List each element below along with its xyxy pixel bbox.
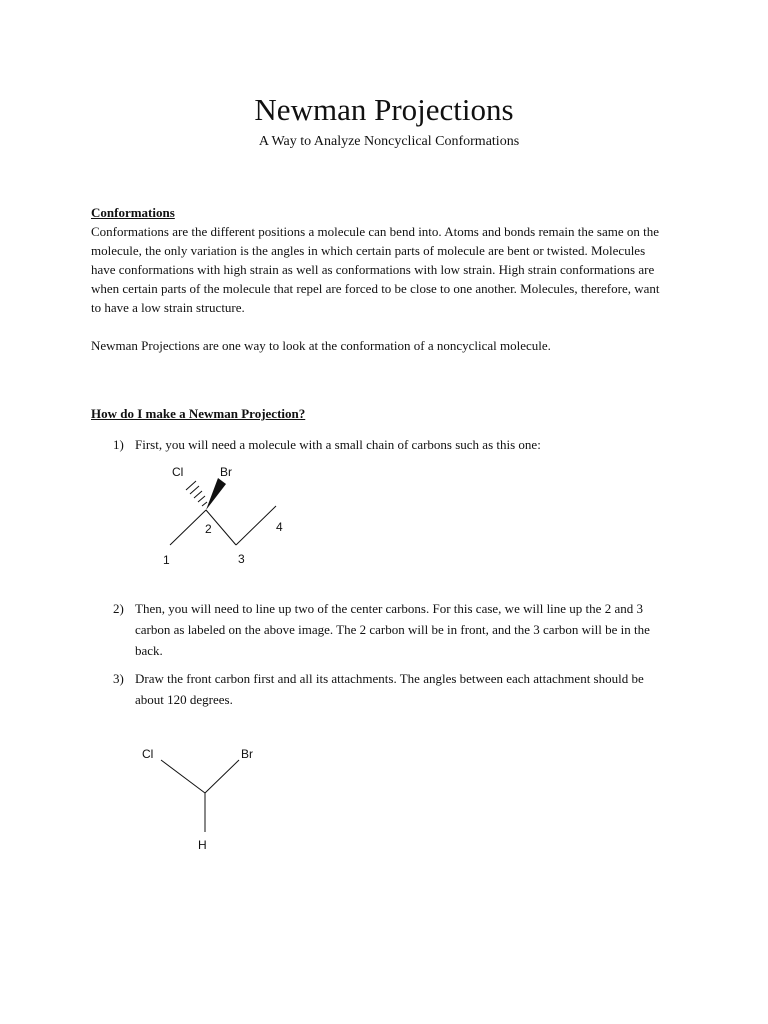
wedge-bond-br xyxy=(206,478,226,510)
bond-c1-c2 xyxy=(170,510,206,545)
label-cl: Cl xyxy=(142,747,154,761)
step-number: 3) xyxy=(113,671,124,686)
bond-c3-c4 xyxy=(236,506,276,545)
page-title: Newman Projections xyxy=(254,92,514,127)
label-carbon-4: 4 xyxy=(276,520,283,534)
hashed-bond-cl xyxy=(186,481,207,506)
step-number: 1) xyxy=(113,437,124,452)
label-carbon-2: 2 xyxy=(205,522,212,536)
step-text: Draw the front carbon first and all its attachments. The angles between each attachment should be about 120 degrees. xyxy=(135,671,644,707)
step-number: 2) xyxy=(113,601,124,616)
label-h: H xyxy=(198,838,207,852)
molecule-skeletal-figure xyxy=(150,460,310,575)
conformations-paragraph: Conformations are the different positions a molecule can bend into. Atoms and bonds remain the same on the molecule, the only variation is the angles in which certain parts of molecule are bent or twisted. Molecules have conformations with high strain as well as conformations with low strain. High strain conformations are when certain parts of the molecule that repel are forced to be close to one another. Molecules, therefore, want to have a low strain structure. xyxy=(91,224,660,315)
label-carbon-1: 1 xyxy=(163,553,170,567)
step-text: First, you will need a molecule with a small chain of carbons such as this one: xyxy=(135,437,541,452)
newman-intro-paragraph: Newman Projections are one way to look at the conformation of a noncyclical molecule. xyxy=(91,338,551,353)
label-cl: Cl xyxy=(172,465,184,479)
howto-heading: How do I make a Newman Projection? xyxy=(91,406,306,421)
page-subtitle: A Way to Analyze Noncyclical Conformations xyxy=(258,134,520,149)
label-carbon-3: 3 xyxy=(238,552,245,566)
label-br: Br xyxy=(220,465,232,479)
conformations-heading: Conformations xyxy=(91,205,175,220)
newman-front-carbon-figure xyxy=(135,740,275,855)
step-text: Then, you will need to line up two of the center carbons. For this case, we will line up the 2 and 3 carbon as labeled on the above image. The 2 carbon will be in front, and the 3 carbon will be in the back. xyxy=(135,601,650,658)
bond-front-cl xyxy=(161,760,205,793)
bond-front-br xyxy=(205,760,239,793)
label-br: Br xyxy=(241,747,253,761)
